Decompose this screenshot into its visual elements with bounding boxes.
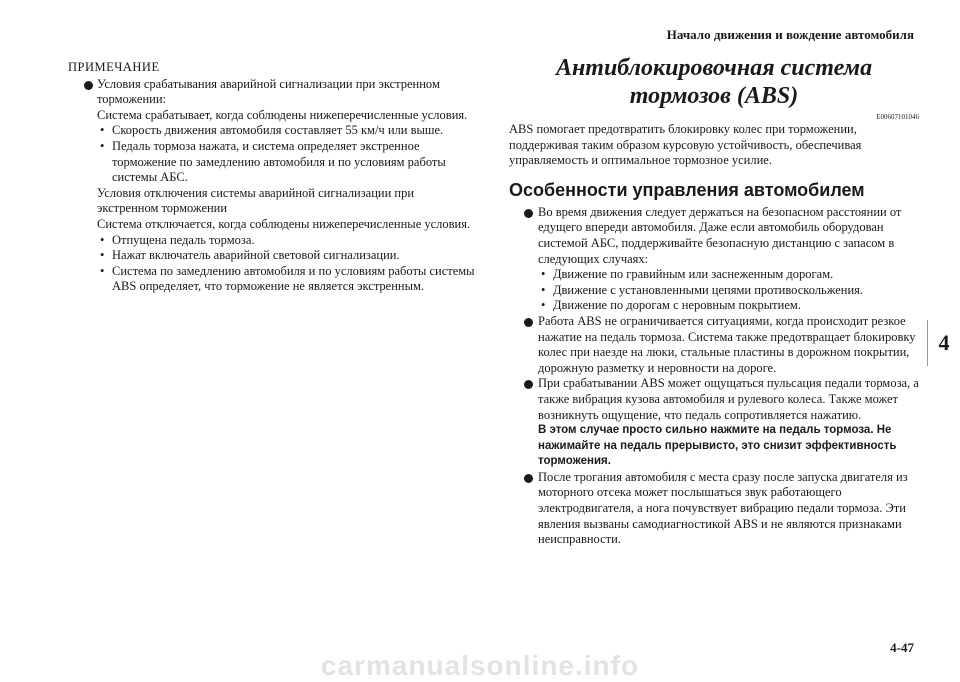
intro-paragraph: ABS помогает предотвратить блокировку колес при торможении, поддерживая таким образом курсовую устойчивость, обеспечивая управляемость и оптимальное тормозное усилие. xyxy=(509,122,862,168)
list-item xyxy=(538,283,919,299)
document-code: E00607101046 xyxy=(876,113,919,121)
note-title: ПРИМЕЧАНИЕ xyxy=(68,60,160,74)
right-column xyxy=(509,54,919,548)
list-item-text: Система по замедлению автомобиля и по условиям работы системы ABS определяет, что торможение не является экстренным. xyxy=(112,263,475,294)
list-item xyxy=(97,233,478,249)
subsection-title: Особенности управления автомобилем xyxy=(509,179,865,200)
watermark: carmanualsonline.info xyxy=(320,650,640,681)
bullet-item xyxy=(509,205,919,267)
chapter-number: 4 xyxy=(938,330,950,355)
note-bullet-text: Условия срабатывания аварийной сигнализации при экстренном торможении: xyxy=(97,76,440,107)
list-item xyxy=(97,123,478,139)
list-item-text: Движение с установленными цепями противоскольжения. xyxy=(553,282,864,297)
conditions-list xyxy=(509,267,919,314)
bullet-icon xyxy=(524,318,533,327)
warning-note: В этом случае просто сильно нажмите на педаль тормоза. Не нажимайте на педаль прерывисто, это снизит эффективность торможения. xyxy=(538,424,897,468)
bullet-dot-icon: • xyxy=(541,282,546,297)
bullet-icon xyxy=(524,380,533,389)
running-header: Начало движения и вождение автомобиля xyxy=(666,27,914,42)
list-item xyxy=(97,248,478,264)
bullet-icon xyxy=(84,81,93,90)
list-item xyxy=(538,267,919,283)
bullet-item xyxy=(509,470,919,548)
activate-paragraph: Система срабатывает, когда соблюдены нижеперечисленные условия. xyxy=(97,107,468,122)
bullet-icon xyxy=(524,474,533,483)
activate-list xyxy=(68,123,478,185)
list-item-text: Движение по дорогам с неровным покрытием. xyxy=(553,298,801,313)
bullet-item xyxy=(509,314,919,376)
disable-paragraph: Система отключается, когда соблюдены нижеперечисленные условия. xyxy=(97,216,471,231)
section-title: Антиблокировочная система тормозов (ABS) xyxy=(555,55,873,109)
bullet-text: Во время движения следует держаться на безопасном расстоянии от едущего впереди автомобиля. Даже если автомобиль оборудован системой АБС, поддерживайте безопасную дистанцию с запасом в следующих случаях: xyxy=(538,204,902,266)
bullet-text: Работа ABS не ограничивается ситуациями, когда происходит резкое нажатие на педаль тормоза. Система также предотвращает блокировку колес при наезде на люки, стальные пластины в дорожном покрытии, дорожную разметку и неровности на дороге. xyxy=(538,313,916,375)
disable-title: Условия отключения системы аварийной сигнализации при экстренном торможении xyxy=(97,185,415,216)
bullet-text: После трогания автомобиля с места сразу после запуска двигателя из моторного отсека может послышаться звук работающего электродвигателя, а нога почувствует вибрацию педали тормоза. Эти явления вызваны самодиагностикой ABS и не являются признаками неисправности. xyxy=(538,469,908,547)
list-item-text: Педаль тормоза нажата, и система определяет экстренное торможение по замедлению автомобиля и по условиям работы системы АБС. xyxy=(112,138,446,185)
list-item xyxy=(97,139,478,186)
chapter-tab xyxy=(927,320,960,366)
bullet-dot-icon: • xyxy=(100,138,105,153)
list-item xyxy=(538,298,919,314)
list-item-text: Нажат включатель аварийной световой сигнализации. xyxy=(112,248,400,263)
bullet-dot-icon: • xyxy=(541,298,546,313)
list-item-text: Движение по гравийным или заснеженным дорогам. xyxy=(553,267,834,282)
disable-list xyxy=(68,233,478,295)
bullet-dot-icon: • xyxy=(100,248,105,263)
list-item xyxy=(97,264,478,295)
bullet-dot-icon: • xyxy=(100,263,105,278)
note-bullet xyxy=(68,77,478,108)
page-number: 4-47 xyxy=(890,640,914,655)
bullet-dot-icon: • xyxy=(541,267,546,282)
list-item-text: Скорость движения автомобиля составляет 55 км/ч или выше. xyxy=(112,123,444,138)
bullet-dot-icon: • xyxy=(100,232,105,247)
left-column xyxy=(68,60,478,295)
bullet-item xyxy=(509,376,919,470)
list-item-text: Отпущена педаль тормоза. xyxy=(112,232,255,247)
bullet-dot-icon: • xyxy=(100,123,105,138)
bullet-icon xyxy=(524,209,533,218)
bullet-text: При срабатывании ABS может ощущаться пульсация педали тормоза, а также вибрация кузова автомобиля и рулевого колеса. Также может возникнуть ощущение, что педаль сопротивляется нажатию. xyxy=(538,376,919,422)
